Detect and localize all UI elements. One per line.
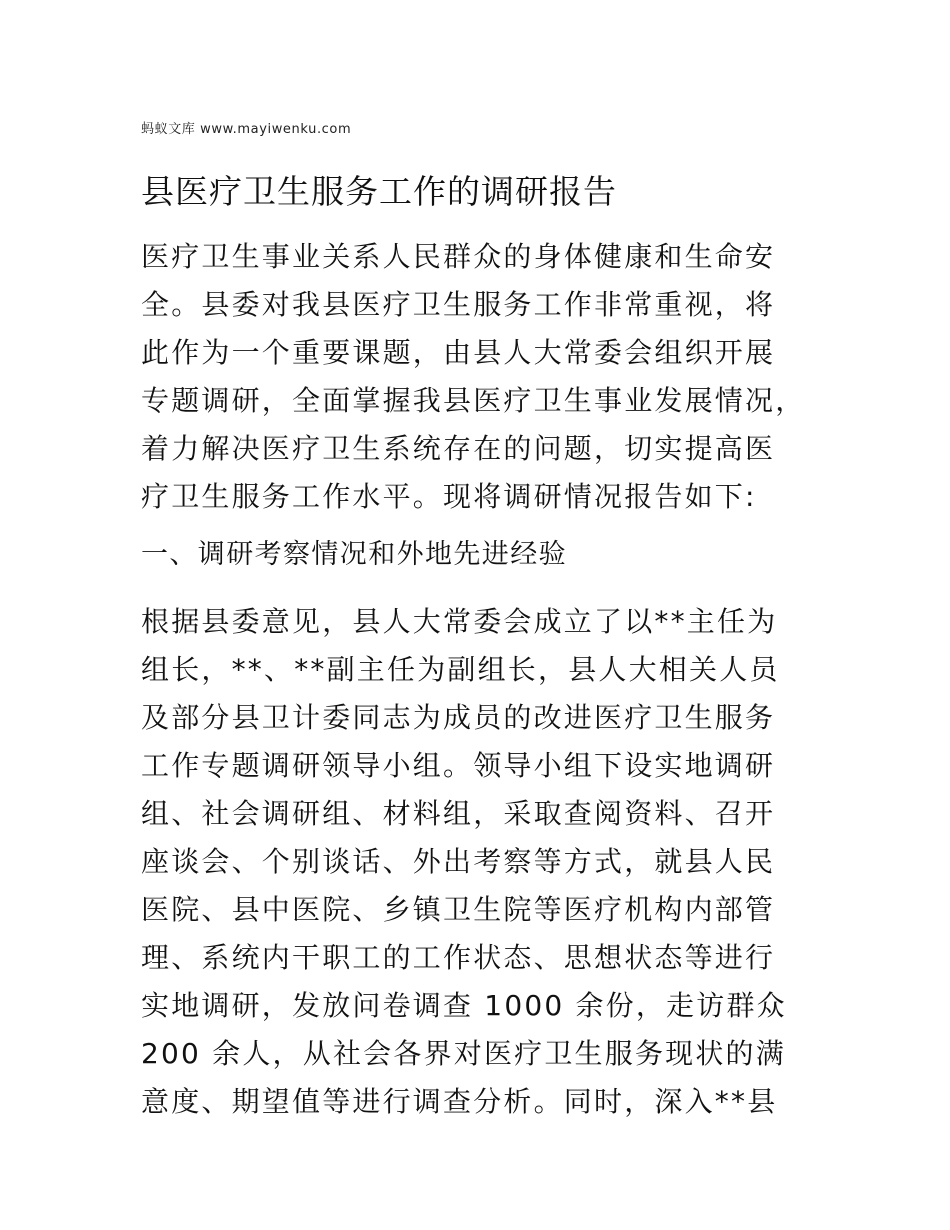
section-heading: 一、调研考察情况和外地先进经验 (141, 539, 567, 570)
body-line: 200 余人，从社会各界对医疗卫生服务现状的满 (141, 1037, 786, 1070)
intro-line: 医疗卫生事业关系人民群众的身体健康和生命安 (141, 240, 776, 273)
body-line: 理、系统内干职工的工作状态、思想状态等进行 (141, 941, 776, 974)
body-line: 实地调研，发放问卷调查 1000 余份，走访群众 (141, 989, 787, 1022)
intro-line: 全。县委对我县医疗卫生服务工作非常重视，将 (141, 288, 776, 321)
body-line: 工作专题调研领导小组。领导小组下设实地调研 (141, 749, 776, 782)
body-line: 组、社会调研组、材料组，采取查阅资料、召开 (141, 797, 776, 830)
body-line: 座谈会、个别谈话、外出考察等方式，就县人民 (141, 845, 776, 878)
body-line: 组长，**、**副主任为副组长，县人大相关人员 (141, 653, 780, 686)
intro-line: 疗卫生服务工作水平。现将调研情况报告如下: (141, 480, 757, 513)
body-line: 医院、县中医院、乡镇卫生院等医疗机构内部管 (141, 893, 776, 926)
body-line: 根据县委意见，县人大常委会成立了以**主任为 (141, 605, 778, 638)
intro-line: 着力解决医疗卫生系统存在的问题，切实提高医 (141, 432, 776, 465)
intro-line: 专题调研，全面掌握我县医疗卫生事业发展情况， (141, 384, 806, 417)
body-line: 及部分县卫计委同志为成员的改进医疗卫生服务 (141, 701, 776, 734)
body-line: 意度、期望值等进行调查分析。同时，深入**县 (141, 1085, 778, 1118)
page-title: 县医疗卫生服务工作的调研报告 (141, 172, 617, 211)
source-watermark: 蚂蚁文库 www.mayiwenku.com (141, 122, 352, 137)
intro-line: 此作为一个重要课题，由县人大常委会组织开展 (141, 336, 776, 369)
